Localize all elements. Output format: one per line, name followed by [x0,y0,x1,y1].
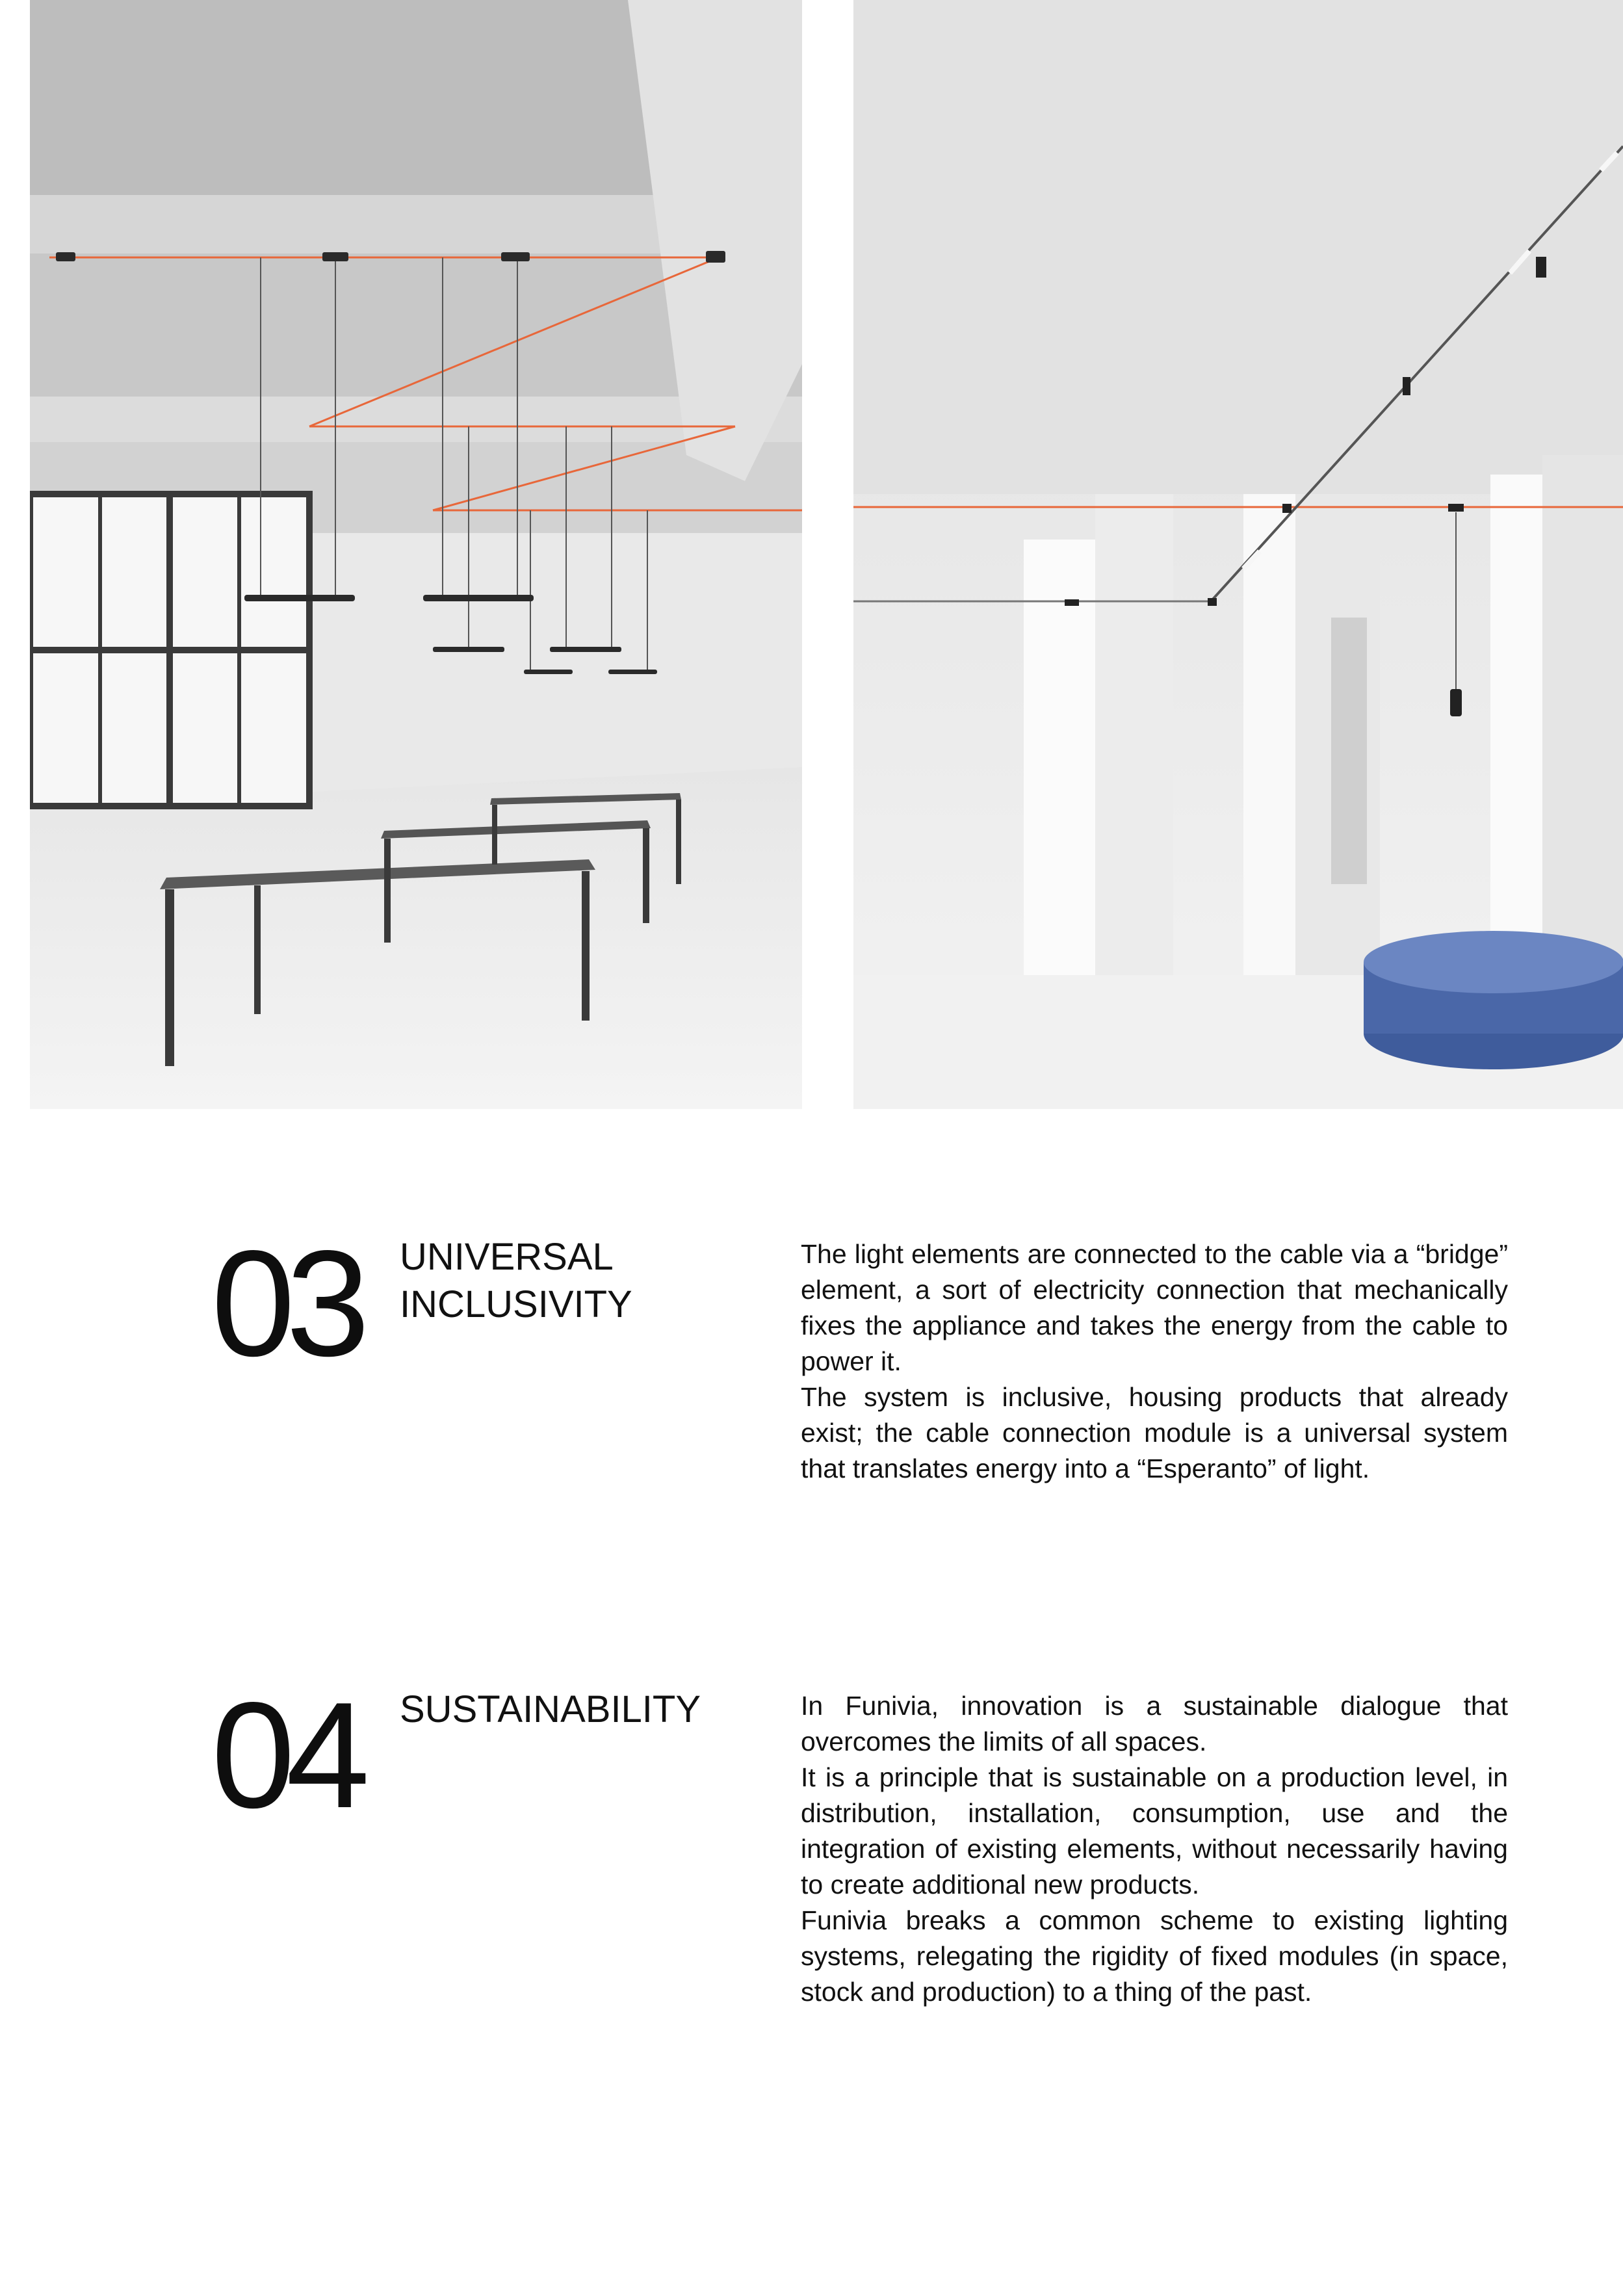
section-title-universal-inclusivity [400,1233,632,1328]
paragraph: Funivia breaks a common scheme to existing lighting systems, relegating the rigidity of fixed modules (in space, stock and production) to a thing of the past. [801,1905,1508,2007]
section-number-03: 03 [211,1220,361,1388]
title-line-2: INCLUSIVITY [400,1283,632,1325]
paragraph: In Funivia, innovation is a sustainable dialogue that overcomes the limits of all spaces. [801,1691,1508,1756]
title-line-1: UNIVERSAL [400,1236,614,1278]
section-body-04 [801,1688,1508,2010]
white-room-illustration [853,0,1623,1109]
section-body-03 [801,1236,1508,1487]
section-number-04: 04 [211,1671,361,1840]
interior-photo-loft [30,0,802,1109]
paragraph: The light elements are connected to the cable via a “bridge” element, a sort of electricity connection that mechanically fixes the appliance and takes the energy from the cable to power it. [801,1239,1508,1376]
title-line-1: SUSTAINABILITY [400,1688,701,1730]
paragraph: It is a principle that is sustainable on a production level, in distribution, installation, consumption, use and the integration of existing elements, without necessarily having to create additional new products. [801,1762,1508,1899]
loft-illustration [30,0,802,1109]
interior-photo-pouf [853,0,1623,1109]
paragraph: The system is inclusive, housing products that already exist; the cable connection module is a universal system that translates energy into a “Esperanto” of light. [801,1382,1508,1483]
section-title-sustainability [400,1686,701,1733]
